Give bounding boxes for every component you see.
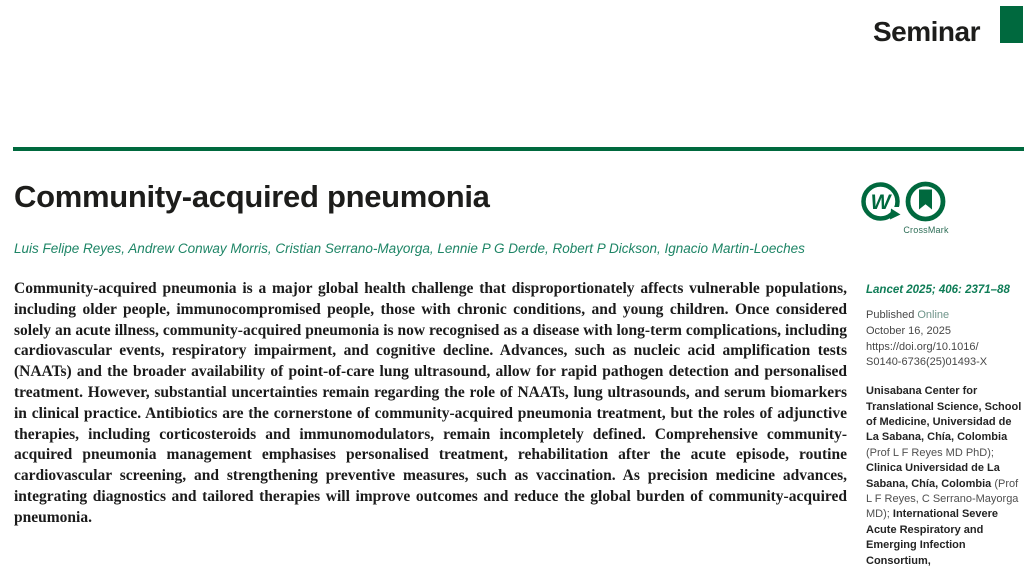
published-label: Published: [866, 309, 918, 321]
published-online-link[interactable]: Online: [917, 309, 950, 321]
margin-notes: [866, 283, 1023, 569]
title-rule: [13, 147, 1024, 151]
published-line: [866, 308, 1023, 324]
svg-text:W: W: [870, 191, 891, 214]
article-title: Community-acquired pneumonia: [14, 179, 490, 214]
doi-link-line2[interactable]: S0140-6736(25)01493-X: [866, 356, 988, 369]
doi-link-line1[interactable]: https://doi.org/10.1016/: [866, 340, 979, 353]
affiliations-text: Unisabana Center for Translational Science, School of Medicine, Universidad de La Sabana, Chía, Colombia (Prof L F Reyes MD PhD); Clinica Universidad de La Sabana, Chía, Colombia (Prof L F Reyes, C Serrano-Mayorga MD); International Severe Acute Respiratory and Emerging Infection Consortium,: [866, 385, 1022, 567]
w-circle-arrow-icon[interactable]: [860, 181, 901, 222]
badge-group: [860, 181, 950, 237]
brand-corner-block: [1000, 6, 1023, 43]
published-date: October 16, 2025: [866, 324, 952, 337]
crossmark-icon[interactable]: [905, 181, 946, 222]
abstract-text: Community-acquired pneumonia is a major global health challenge that disproportionately affects vulnerable populations, including older people, immunocompromised people, those with chronic conditions, and young children. Once considered solely an acute illness, community-acquired pneumonia is now recognised as a disease with long-term complications, including cardiovascular events, respiratory impairment, and cognitive decline. Advances, such as nucleic acid amplification tests (NAATs) and the broader availability of point-of-care lung ultrasound, allow for rapid pathogen detection and personalised treatment. However, substantial uncertainties remain regarding the role of NAATs, lung ultrasounds, and serum biomarkers in clinical practice. Antibiotics are the cornerstone of community-acquired pneumonia treatment, but the roles of adjunctive therapies, including corticosteroids and immunomodulators, remain incompletely defined. Comprehensive community-acquired pneumonia management emphasises personalised treatment, rehabilitation after the acute episode, routine cardiovascular screening, and strengthening preventive measures, such as vaccination. As precision medicine advances, integrating diagnostics and tailored therapies will improve outcomes and reduce the global burden of community-acquired pneumonia.: [14, 280, 847, 526]
publication-info: [866, 308, 1023, 371]
section-label: Seminar: [873, 16, 980, 47]
journal-citation: Lancet 2025; 406: 2371–88: [866, 284, 1010, 296]
author-list: Luis Felipe Reyes, Andrew Conway Morris, Cristian Serrano-Mayorga, Lennie P G Derde, Robert P Dickson, Ignacio Martin-Loeches: [14, 241, 805, 256]
crossmark-label: CrossMark: [903, 225, 949, 235]
